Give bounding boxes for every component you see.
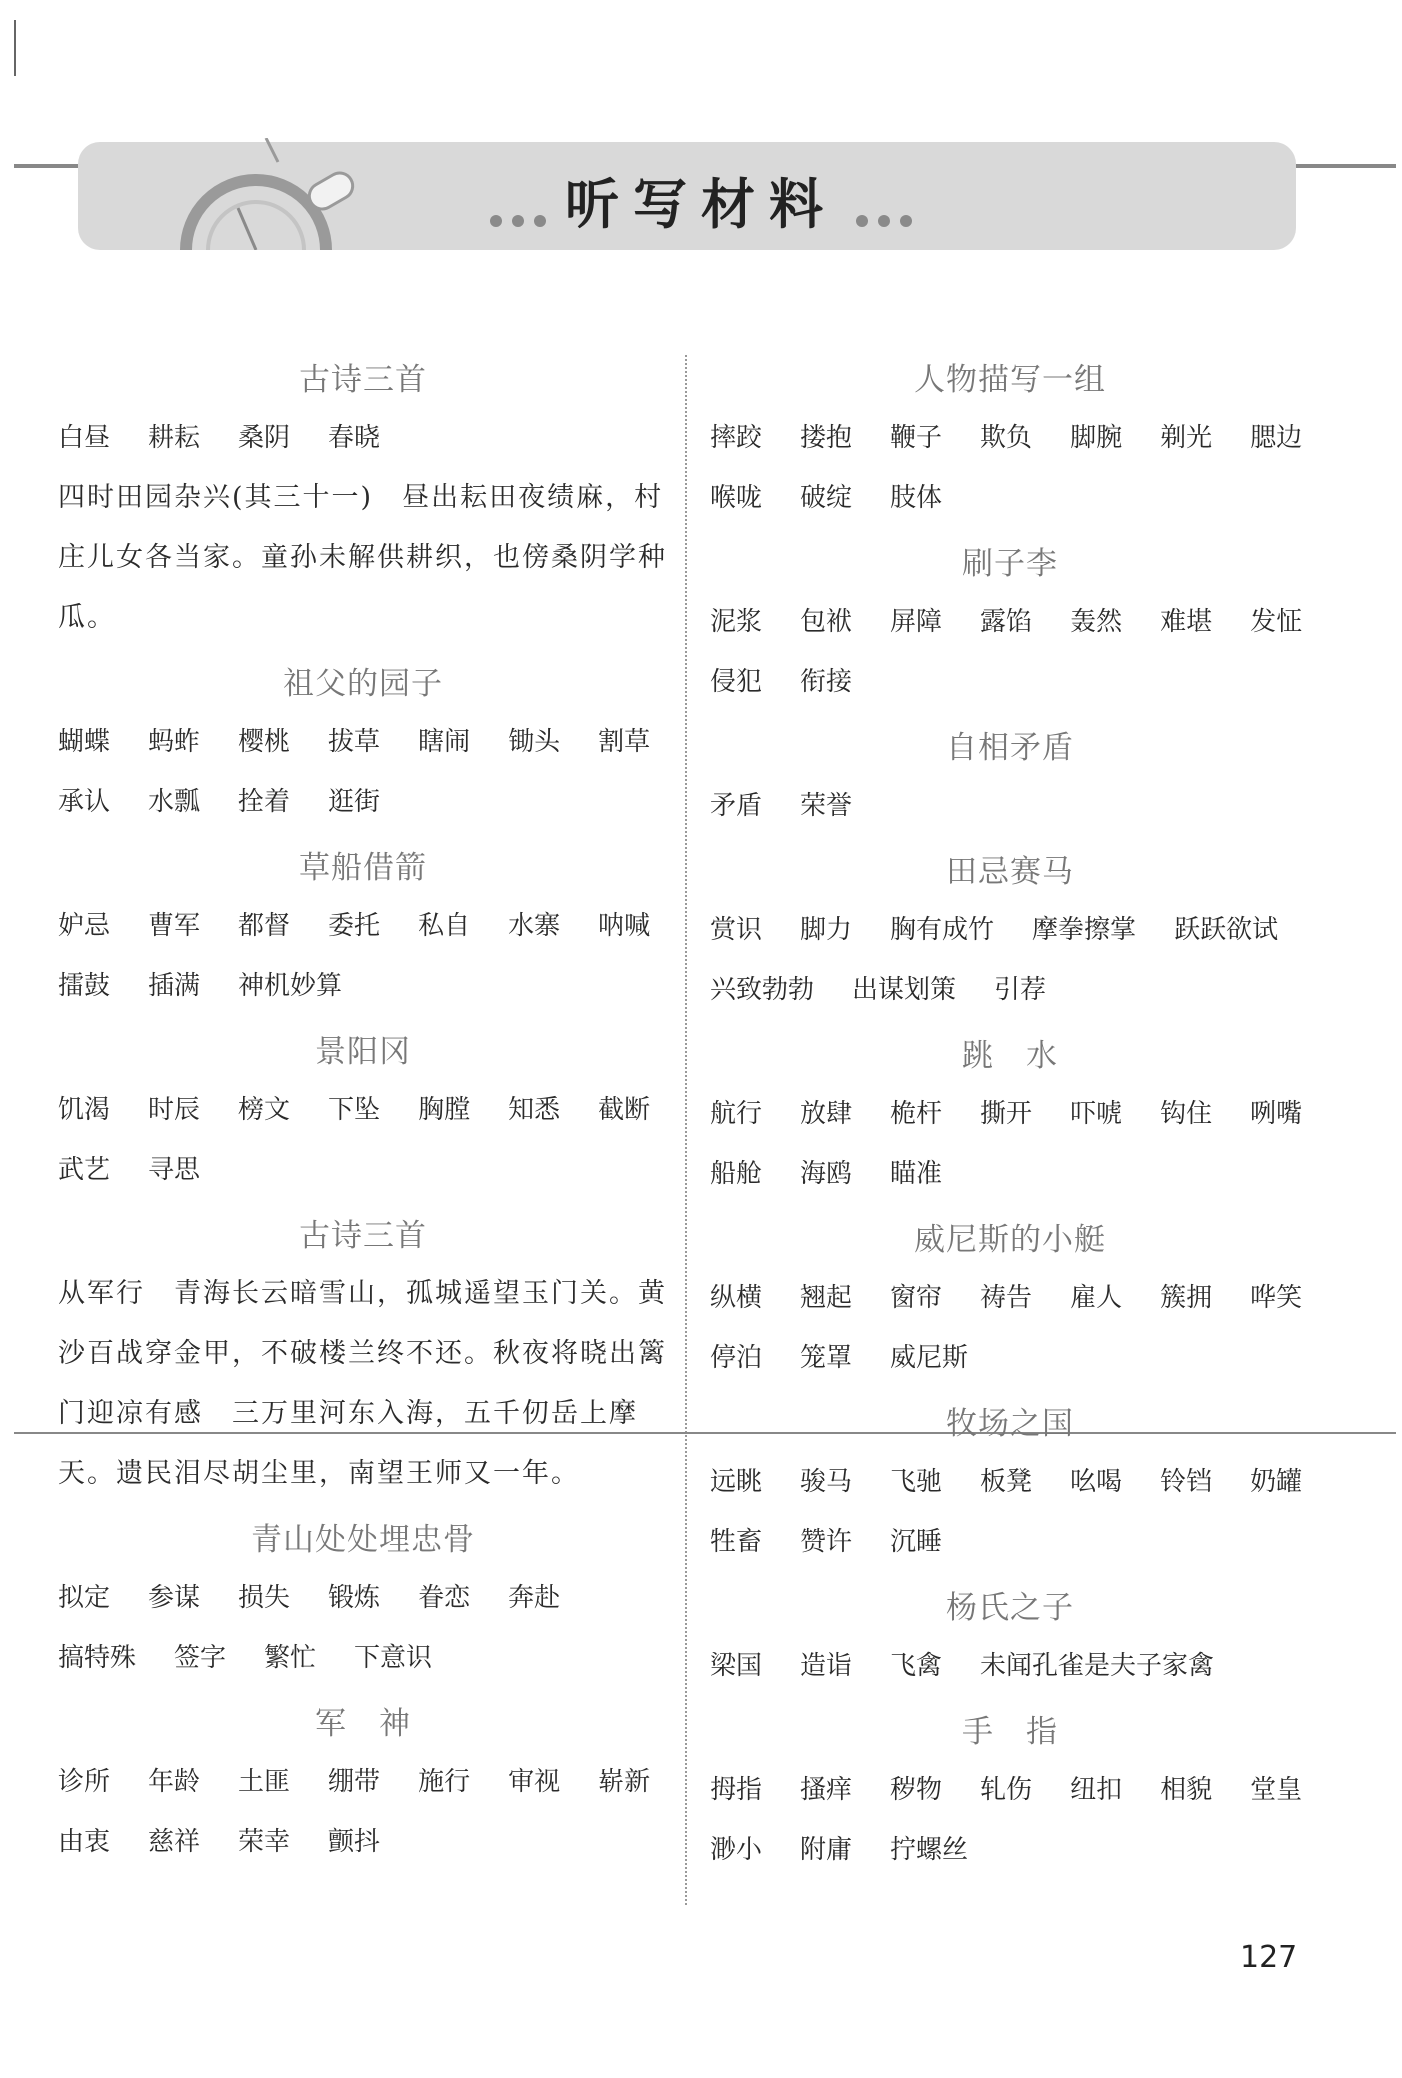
vocab-word: 牲畜 [710,1527,763,1557]
vocab-word: 呐喊 [598,911,651,941]
vocab-word: 时辰 [148,1095,201,1125]
vocab-word: 插满 [148,971,201,1001]
word-row [58,956,668,1016]
vocab-word: 水瓢 [148,787,201,817]
vocab-word: 下意识 [354,1643,433,1673]
section [58,1512,668,1696]
vocab-word: 吓唬 [1070,1099,1123,1129]
vocab-word: 妒忌 [58,911,111,941]
vocab-word: 春晓 [328,423,381,453]
title-text: 听写材料 [565,173,837,236]
vocab-word: 哗笑 [1250,1283,1303,1313]
vocab-word: 桑阴 [238,423,291,453]
vocab-word: 轧伤 [980,1775,1033,1805]
section [710,1580,1310,1704]
vocab-word: 胸膛 [418,1095,471,1125]
vocab-word: 逛街 [328,787,381,817]
word-row [58,1752,668,1812]
section-title: 刷子李 [962,546,1058,582]
vocab-word: 神机妙算 [238,971,343,1001]
section-title: 田忌赛马 [946,854,1074,890]
word-row [710,1512,1310,1572]
vocab-word: 饥渴 [58,1095,111,1125]
vocab-word: 诊所 [58,1767,111,1797]
word-row [58,772,668,832]
vocab-word: 拧螺丝 [890,1835,969,1865]
word-row [58,1080,668,1140]
section [58,1208,668,1512]
vocab-word: 海鸥 [800,1159,853,1189]
vocab-word: 赞许 [800,1527,853,1557]
vocab-word: 下坠 [328,1095,381,1125]
vocab-word: 包袱 [800,607,853,637]
section-title: 自相矛盾 [946,730,1074,766]
vocab-word: 鞭子 [890,423,943,453]
section [710,352,1310,536]
section [710,1396,1310,1580]
vocab-word: 剃光 [1160,423,1213,453]
vocab-word: 私自 [418,911,471,941]
vocab-word: 航行 [710,1099,763,1129]
vocab-word: 桅杆 [890,1099,943,1129]
vocab-word: 荣幸 [238,1827,291,1857]
vocab-word: 纵横 [710,1283,763,1313]
vocab-word: 搂抱 [800,423,853,453]
vocab-word: 搔痒 [800,1775,853,1805]
section-title: 古诗三首 [299,362,427,398]
vocab-word: 樱桃 [238,727,291,757]
dots-right [851,177,917,240]
section [710,536,1310,720]
vocab-word: 铃铛 [1160,1467,1213,1497]
word-row [58,896,668,956]
vocab-word: 摔跤 [710,423,763,453]
word-row [58,408,668,468]
vocab-word: 船舱 [710,1159,763,1189]
vocab-word: 难堪 [1160,607,1213,637]
word-row [710,1268,1310,1328]
vocab-word: 白昼 [58,423,111,453]
vocab-word: 耕耘 [148,423,201,453]
vocab-word: 秽物 [890,1775,943,1805]
vocab-word: 撕开 [980,1099,1033,1129]
vocab-word: 雇人 [1070,1283,1123,1313]
vocab-word: 慈祥 [148,1827,201,1857]
vocab-word: 施行 [418,1767,471,1797]
section-title: 祖父的园子 [283,666,443,702]
vocab-word: 跃跃欲试 [1174,915,1279,945]
vocab-word: 拴着 [238,787,291,817]
vocab-word: 土匪 [238,1767,291,1797]
vocab-word: 破绽 [800,483,853,513]
vocab-word: 咧嘴 [1250,1099,1303,1129]
word-row [710,776,1310,836]
vocab-word: 兴致勃勃 [710,975,815,1005]
vocab-word: 擂鼓 [58,971,111,1001]
vocab-word: 割草 [598,727,651,757]
vocab-word: 发怔 [1250,607,1303,637]
vocab-word: 矛盾 [710,791,763,821]
vocab-word: 奶罐 [1250,1467,1303,1497]
vocab-word: 颤抖 [328,1827,381,1857]
section [58,1024,668,1208]
section-title: 牧场之国 [946,1406,1074,1442]
section-title: 古诗三首 [299,1218,427,1254]
section [710,1212,1310,1396]
word-row [710,408,1310,468]
vocab-word: 引荐 [994,975,1047,1005]
vocab-word: 截断 [598,1095,651,1125]
vocab-word: 侵犯 [710,667,763,697]
vocab-word: 吆喝 [1070,1467,1123,1497]
word-row [710,1084,1310,1144]
vocab-word: 停泊 [710,1343,763,1373]
word-row [710,900,1310,960]
poem-text: 四时田园杂兴(其三十一) 昼出耘田夜绩麻，村庄儿女各当家。童孙未解供耕织，也傍桑阴学种瓜。 [58,482,667,633]
vocab-word: 衔接 [800,667,853,697]
vocab-word: 放肆 [800,1099,853,1129]
vocab-word: 沉睡 [890,1527,943,1557]
word-row [710,652,1310,712]
vocab-word: 繁忙 [264,1643,317,1673]
section-title: 跳 水 [962,1038,1058,1074]
column-divider [685,355,687,1905]
vocab-word: 蚂蚱 [148,727,201,757]
vocab-word: 笼罩 [800,1343,853,1373]
vocab-word: 赏识 [710,915,763,945]
vocab-word: 屏障 [890,607,943,637]
section-title: 人物描写一组 [914,362,1106,398]
vocab-word: 骏马 [800,1467,853,1497]
page-number: 127 [1240,1940,1298,1975]
vocab-word: 飞禽 [890,1651,943,1681]
vocab-word: 拟定 [58,1583,111,1613]
page-title [0,162,1402,240]
word-row [710,1144,1310,1204]
section-title: 手 指 [962,1714,1058,1750]
word-row [58,1628,668,1688]
vocab-word: 腮边 [1250,423,1303,453]
word-row [710,1760,1310,1820]
section [58,840,668,1024]
section-title: 杨氏之子 [946,1590,1074,1626]
vocab-word: 堂皇 [1250,1775,1303,1805]
left-column [58,352,668,1880]
vocab-word: 委托 [328,911,381,941]
vocab-word: 拇指 [710,1775,763,1805]
section-title: 军 神 [315,1706,411,1742]
word-row [58,1568,668,1628]
vocab-word: 脚腕 [1070,423,1123,453]
vocab-word: 泥浆 [710,607,763,637]
vocab-word: 脚力 [800,915,853,945]
dots-left [485,177,551,240]
vocab-word: 瞄准 [890,1159,943,1189]
vocab-word: 损失 [238,1583,291,1613]
vocab-word: 蝴蝶 [58,727,111,757]
word-row [710,1452,1310,1512]
section [710,720,1310,844]
vocab-word: 锻炼 [328,1583,381,1613]
word-row [58,1812,668,1872]
vocab-word: 签字 [174,1643,227,1673]
vocab-word: 奔赴 [508,1583,561,1613]
vocab-word: 远眺 [710,1467,763,1497]
vocab-word: 梁国 [710,1651,763,1681]
vocab-word: 渺小 [710,1835,763,1865]
vocab-word: 纽扣 [1070,1775,1123,1805]
section-title: 威尼斯的小艇 [914,1222,1106,1258]
vocab-word: 轰然 [1070,607,1123,637]
word-row [58,712,668,772]
vocab-word: 欺负 [980,423,1033,453]
vocab-word: 窗帘 [890,1283,943,1313]
vocab-word: 未闻孔雀是夫子家禽 [980,1651,1215,1681]
vocab-word: 武艺 [58,1155,111,1185]
vocab-word: 知悉 [508,1095,561,1125]
section [710,844,1310,1028]
word-row [710,1820,1310,1880]
vocab-word: 参谋 [148,1583,201,1613]
vocab-word: 胸有成竹 [890,915,995,945]
right-column [710,352,1310,1888]
vocab-word: 榜文 [238,1095,291,1125]
word-row [710,468,1310,528]
vocab-word: 审视 [508,1767,561,1797]
vocab-word: 寻思 [148,1155,201,1185]
vocab-word: 搞特殊 [58,1643,137,1673]
vocab-word: 由衷 [58,1827,111,1857]
vocab-word: 荣誉 [800,791,853,821]
vocab-word: 锄头 [508,727,561,757]
vocab-word: 造诣 [800,1651,853,1681]
word-row [58,1140,668,1200]
vocab-word: 相貌 [1160,1775,1213,1805]
margin-mark [14,20,16,76]
vocab-word: 翘起 [800,1283,853,1313]
poem-text: 从军行 青海长云暗雪山，孤城遥望玉门关。黄沙百战穿金甲，不破楼兰终不还。秋夜将晓出篱门迎凉有感 三万里河东入海，五千仞岳上摩天。遗民泪尽胡尘里，南望王师又一年。 [58,1278,667,1489]
vocab-word: 簇拥 [1160,1283,1213,1313]
section-title: 草船借箭 [299,850,427,886]
vocab-word: 拔草 [328,727,381,757]
vocab-word: 崭新 [598,1767,651,1797]
vocab-word: 出谋划策 [852,975,957,1005]
section [58,352,668,656]
section-title: 景阳冈 [315,1034,411,1070]
word-row [710,1636,1310,1696]
vocab-word: 肢体 [890,483,943,513]
section [710,1704,1310,1888]
vocab-word: 瞎闹 [418,727,471,757]
vocab-word: 曹军 [148,911,201,941]
section [710,1028,1310,1212]
word-row [710,960,1310,1020]
vocab-word: 年龄 [148,1767,201,1797]
vocab-word: 威尼斯 [890,1343,969,1373]
vocab-word: 喉咙 [710,483,763,513]
section-title: 青山处处埋忠骨 [251,1522,475,1558]
vocab-word: 祷告 [980,1283,1033,1313]
vocab-word: 摩拳擦掌 [1032,915,1137,945]
vocab-word: 板凳 [980,1467,1033,1497]
vocab-word: 钩住 [1160,1099,1213,1129]
vocab-word: 附庸 [800,1835,853,1865]
vocab-word: 眷恋 [418,1583,471,1613]
vocab-word: 绷带 [328,1767,381,1797]
word-row [710,1328,1310,1388]
vocab-word: 飞驰 [890,1467,943,1497]
vocab-word: 水寨 [508,911,561,941]
word-row [710,592,1310,652]
vocab-word: 都督 [238,911,291,941]
section [58,656,668,840]
vocab-word: 承认 [58,787,111,817]
section [58,1696,668,1880]
vocab-word: 露馅 [980,607,1033,637]
